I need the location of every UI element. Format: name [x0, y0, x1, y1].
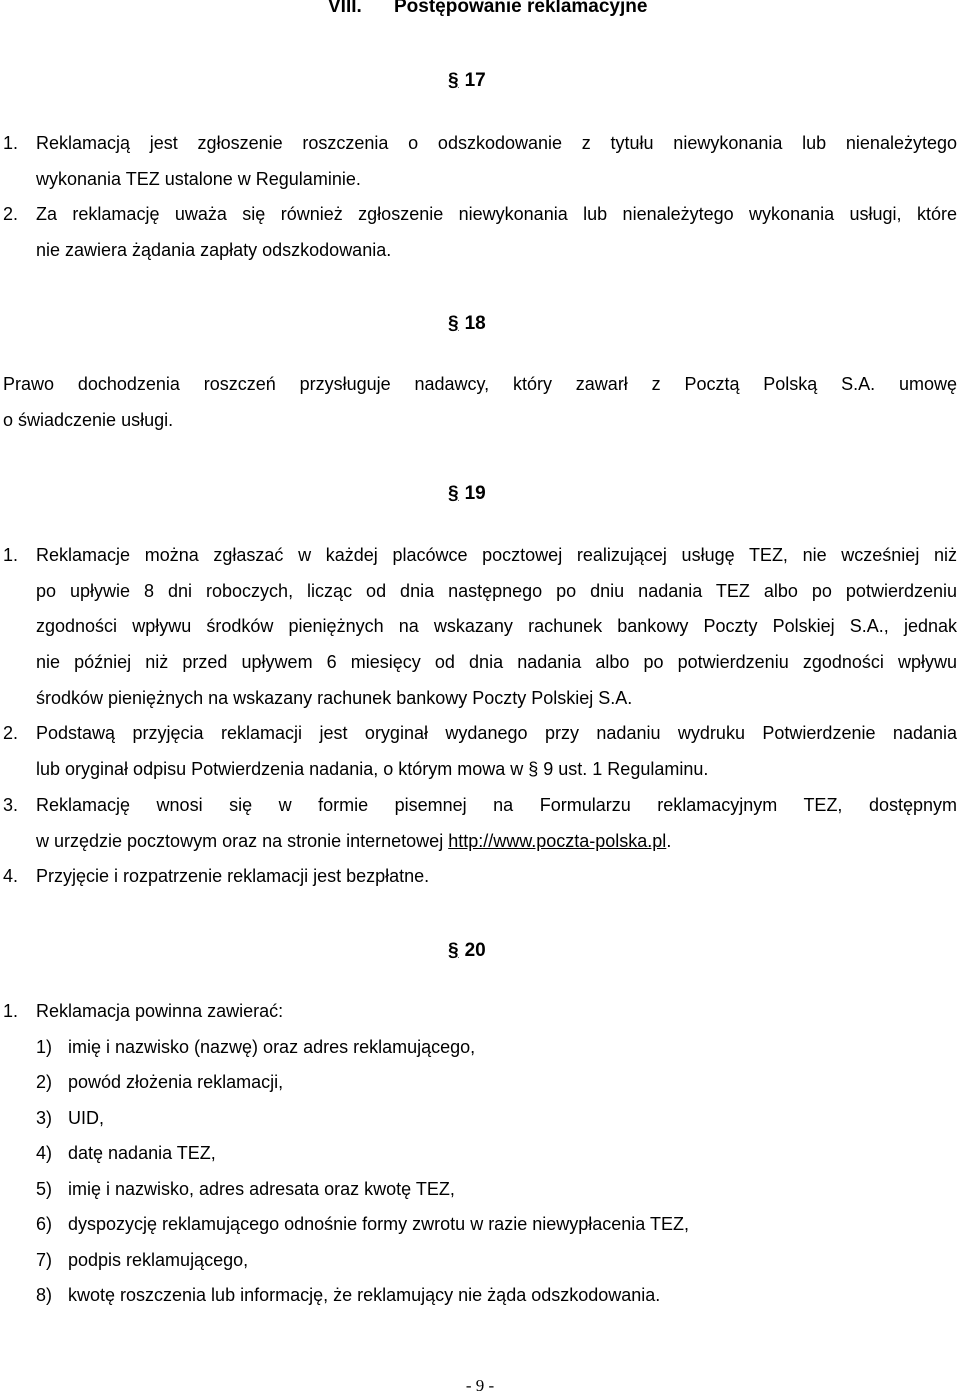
paragraph-line: po upływie 8 dni roboczych, licząc od dnia następnego po dniu nadania TEZ albo po potwierdzeniu [36, 581, 957, 601]
paragraph-line: Reklamację wnosi się w formie pisemnej na Formularzu reklamacyjnym TEZ, dostępnym [36, 795, 957, 815]
chapter-number: VIII. [328, 0, 362, 17]
paragraph-line: Reklamacją jest zgłoszenie roszczenia o odszkodowanie z tytułu niewykonania lub nienależytego [36, 133, 957, 153]
sub-list-number: 2) [36, 1072, 53, 1092]
sub-list-item: kwotę roszczenia lub informację, że reklamujący nie żąda odszkodowania. [68, 1285, 661, 1305]
sub-list-number: 5) [36, 1179, 53, 1199]
paragraph-symbol: § [448, 483, 459, 504]
paragraph-line: Reklamacje można zgłaszać w każdej placówce pocztowej realizującej usługę TEZ, nie wcześniej niż [36, 545, 957, 565]
chapter-title: Postępowanie reklamacyjne [394, 0, 648, 17]
section-18-heading [448, 313, 486, 335]
sub-list-item: dyspozycję reklamującego odnośnie formy zwrotu w razie niewypłacenia TEZ, [68, 1214, 689, 1234]
text-segment: . [666, 831, 672, 851]
paragraph-line: zgodności wpływu środków pieniężnych na wskazany rachunek bankowy Poczty Polskiej S.A., jednak [36, 616, 957, 636]
section-number: 20 [464, 940, 486, 961]
sub-list-number: 6) [36, 1214, 53, 1234]
list-number: 2. [3, 723, 19, 743]
paragraph-line: o świadczenie usługi. [3, 410, 174, 430]
list-number: 1. [3, 545, 19, 565]
sub-list-item: imię i nazwisko (nazwę) oraz adres reklamującego, [68, 1037, 476, 1057]
list-number: 4. [3, 866, 19, 886]
sub-list-item: UID, [68, 1108, 104, 1128]
section-17-heading [448, 70, 486, 92]
list-number: 3. [3, 795, 19, 815]
sub-list-item: podpis reklamującego, [68, 1250, 249, 1270]
paragraph-symbol: § [448, 940, 459, 961]
section-number: 17 [464, 70, 486, 91]
paragraph-line: środków pieniężnych na wskazany rachunek bankowy Poczty Polskiej S.A. [36, 688, 633, 708]
sub-list-number: 4) [36, 1143, 53, 1163]
paragraph-line: Podstawą przyjęcia reklamacji jest oryginał wydanego przy nadaniu wydruku Potwierdzenie nadania [36, 723, 957, 743]
sub-list-number: 3) [36, 1108, 53, 1128]
poczta-polska-link[interactable]: http://www.poczta-polska.pl [448, 831, 667, 851]
section-number: 19 [464, 483, 486, 504]
paragraph-line: lub oryginał odpisu Potwierdzenia nadania, o którym mowa w § 9 ust. 1 Regulaminu. [36, 759, 709, 779]
sub-list-item: datę nadania TEZ, [68, 1143, 216, 1163]
paragraph-line: Za reklamację uważa się również zgłoszenie niewykonania lub nienależytego wykonania usługi, które [36, 204, 957, 224]
section-20-heading [448, 940, 486, 962]
paragraph-symbol: § [448, 313, 459, 334]
text-segment: w urzędzie pocztowym oraz na stronie internetowej [36, 831, 449, 851]
paragraph-line: Przyjęcie i rozpatrzenie reklamacji jest bezpłatne. [36, 866, 430, 886]
paragraph-line: nie później niż przed upływem 6 miesięcy od dnia nadania albo po potwierdzeniu zgodności wpływu [36, 652, 957, 672]
paragraph-line: nie zawiera żądania zapłaty odszkodowania. [36, 240, 392, 260]
paragraph-line: wykonania TEZ ustalone w Regulaminie. [36, 169, 361, 189]
section-19-heading [448, 483, 486, 505]
paragraph-symbol: § [448, 70, 459, 91]
list-number: 1. [3, 133, 19, 153]
sub-list-item: powód złożenia reklamacji, [68, 1072, 284, 1092]
paragraph-line: Prawo dochodzenia roszczeń przysługuje nadawcy, który zawarł z Pocztą Polską S.A. umowę [3, 374, 957, 394]
sub-list-number: 7) [36, 1250, 53, 1270]
section-number: 18 [464, 313, 486, 334]
list-number: 2. [3, 204, 19, 224]
page-number: - 9 - [465, 1376, 495, 1395]
list-number: 1. [3, 1001, 19, 1021]
sub-list-item: imię i nazwisko, adres adresata oraz kwotę TEZ, [68, 1179, 455, 1199]
paragraph-line [36, 831, 671, 852]
sub-list-number: 1) [36, 1037, 53, 1057]
sub-list-number: 8) [36, 1285, 53, 1305]
paragraph-line: Reklamacja powinna zawierać: [36, 1001, 284, 1021]
